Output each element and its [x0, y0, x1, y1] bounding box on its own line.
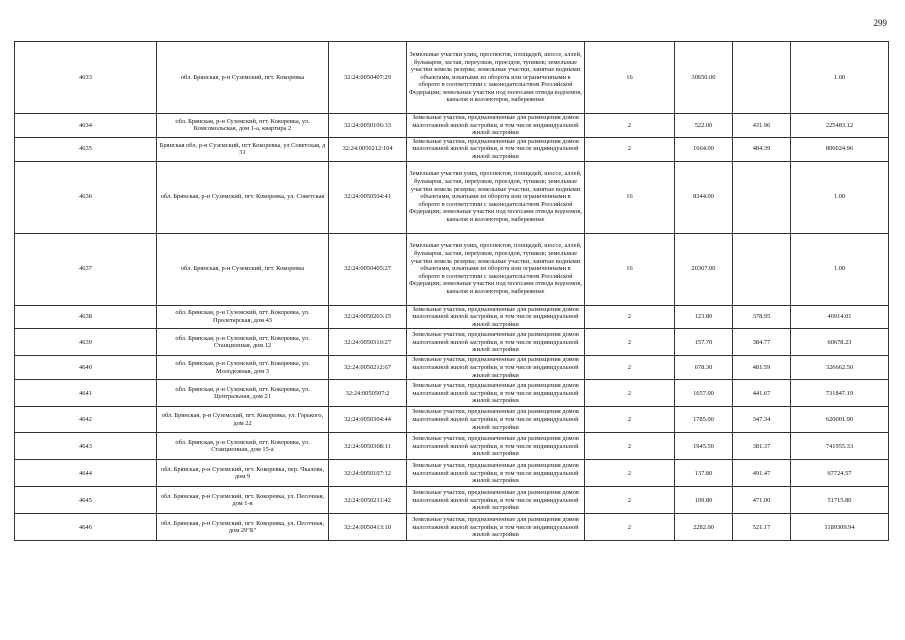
area-cell: 8344.00	[675, 161, 733, 233]
cadastral-number-cell: 32:24:0050413:10	[329, 514, 407, 541]
specific-value-cell: 484.39	[733, 137, 791, 161]
cadastral-number-cell: 32:24:0050310:27	[329, 329, 407, 356]
address-cell: обл. Брянская, р-н Суземский, пгт. Кокоревка	[157, 42, 329, 114]
area-cell: 1664.00	[675, 137, 733, 161]
address-cell: обл. Брянская, р-н Суземский, пгт. Кокоревка, ул. Молодежная, дом 3	[157, 356, 329, 380]
group-cell: 2	[585, 433, 675, 460]
cadastral-value-cell: 1.00	[791, 42, 889, 114]
cadastral-number-cell: 32:24:0050304:44	[329, 407, 407, 433]
cadastral-number-cell: 32:24:0050212:104	[329, 137, 407, 161]
area-cell: 1785.00	[675, 407, 733, 433]
table-row	[15, 305, 889, 329]
address-cell: обл. Брянская, р-н Суземский, пгт. Кокоревка, пер. Чкалова, дом 9	[157, 460, 329, 487]
land-use-cell: Земельные участки, предназначенные для размещения домов малоэтажной жилой застройки, в том числе индивидуальной жилой застройки	[407, 514, 585, 541]
cadastral-number-cell: 32:24:0050507:2	[329, 380, 407, 407]
group-cell: 2	[585, 407, 675, 433]
cadastral-number-cell: 32:24:0050212:67	[329, 356, 407, 380]
area-cell: 678.30	[675, 356, 733, 380]
address-cell: обл. Брянская, р-н Суземский, пгт. Кокоревка, ул. Комсомольская, дом 1-а, квартира 2	[157, 114, 329, 138]
address-cell: обл. Брянская, р-н Суземский, пгт. Кокоревка, ул. Станционная, дом 12	[157, 329, 329, 356]
group-cell: 2	[585, 305, 675, 329]
area-cell: 1657.00	[675, 380, 733, 407]
cadastral-value-cell: 67724.57	[791, 460, 889, 487]
row-number: 4641	[15, 380, 157, 407]
specific-value-cell: 384.77	[733, 329, 791, 356]
table-row	[15, 137, 889, 161]
area-cell: 20367.00	[675, 233, 733, 305]
specific-value-cell	[733, 233, 791, 305]
address-cell: обл. Брянская, р-н Суземский, пгт. Кокоревка, ул. Центральная, дом 21	[157, 380, 329, 407]
cadastral-value-cell: 806024.96	[791, 137, 889, 161]
group-cell: 2	[585, 137, 675, 161]
land-use-cell: Земельные участки, предназначенные для размещения домов малоэтажной жилой застройки, в том числе индивидуальной жилой застройки	[407, 114, 585, 138]
page-number: 299	[873, 18, 887, 28]
area-cell: 1945.50	[675, 433, 733, 460]
table-row	[15, 42, 889, 114]
group-cell: 16	[585, 42, 675, 114]
cadastral-value-cell: 46914.01	[791, 305, 889, 329]
land-use-cell: Земельные участки, предназначенные для размещения домов малоэтажной жилой застройки, в том числе индивидуальной жилой застройки	[407, 305, 585, 329]
cadastral-value-cell: 60678.23	[791, 329, 889, 356]
land-use-cell: Земельные участки улиц, проспектов, площадей, шоссе, аллей, бульваров, застав, переулков, проездов, тупиков; земельные участки земель резерва; земельные участки, занятые водными объектами, изъятыми из оборота или ограниченными в обороте в соответствии с законодательством Российской Федерации; земельные участки под полосами отвода водоемов, каналов и коллекторов, набережные	[407, 42, 585, 114]
table-row	[15, 407, 889, 433]
specific-value-cell: 431.96	[733, 114, 791, 138]
cadastral-number-cell: 32:24:0050203:15	[329, 305, 407, 329]
address-cell: обл. Брянская, р-н Суземский, пгт. Кокоревка, ул. Песочная, дом 29"Б"	[157, 514, 329, 541]
area-cell: 30650.00	[675, 42, 733, 114]
land-use-cell: Земельные участки улиц, проспектов, площадей, шоссе, аллей, бульваров, застав, переулков, проездов, тупиков; земельные участки земель резерва; земельные участки, занятые водными объектами, изъятыми из оборота или ограниченными в обороте в соответствии с законодательством Российской Федерации; земельные участки под полосами отвода водоемов, каналов и коллекторов, набережные	[407, 161, 585, 233]
specific-value-cell: 521.17	[733, 514, 791, 541]
cadastral-number-cell: 32:24:0050407:29	[329, 42, 407, 114]
cadastral-number-cell: 32:24:0050504:41	[329, 161, 407, 233]
group-cell: 2	[585, 380, 675, 407]
table-row	[15, 460, 889, 487]
area-cell: 137.80	[675, 460, 733, 487]
land-use-cell: Земельные участки, предназначенные для размещения домов малоэтажной жилой застройки, в том числе индивидуальной жилой застройки	[407, 433, 585, 460]
area-cell: 123.80	[675, 305, 733, 329]
table-row	[15, 487, 889, 514]
specific-value-cell: 441.67	[733, 380, 791, 407]
row-number: 4642	[15, 407, 157, 433]
cadastral-value-cell: 326662.50	[791, 356, 889, 380]
row-number: 4643	[15, 433, 157, 460]
land-use-cell: Земельные участки, предназначенные для размещения домов малоэтажной жилой застройки, в том числе индивидуальной жилой застройки	[407, 380, 585, 407]
specific-value-cell: 381.37	[733, 433, 791, 460]
row-number: 4639	[15, 329, 157, 356]
land-use-cell: Земельные участки, предназначенные для размещения домов малоэтажной жилой застройки, в том числе индивидуальной жилой застройки	[407, 329, 585, 356]
table-row	[15, 380, 889, 407]
cadastral-value-cell: 1.00	[791, 161, 889, 233]
row-number: 4637	[15, 233, 157, 305]
table-row	[15, 433, 889, 460]
row-number: 4646	[15, 514, 157, 541]
specific-value-cell: 471.00	[733, 487, 791, 514]
row-number: 4633	[15, 42, 157, 114]
land-use-cell: Земельные участки улиц, проспектов, площадей, шоссе, аллей, бульваров, застав, переулков, проездов, тупиков; земельные участки земель резерва; земельные участки, занятые водными объектами, изъятыми из оборота или ограниченными в обороте в соответствии с законодательством Российской Федерации; земельные участки под полосами отвода водоемов, каналов и коллекторов, набережные	[407, 233, 585, 305]
area-cell: 109.80	[675, 487, 733, 514]
table-row	[15, 356, 889, 380]
address-cell: обл. Брянская, р-н Суземский, пгт. Кокоревка, ул. Пролетарская, дом 43	[157, 305, 329, 329]
group-cell: 2	[585, 487, 675, 514]
cadastral-number-cell: 32:24:0050308:11	[329, 433, 407, 460]
group-cell: 2	[585, 356, 675, 380]
cadastral-value-cell: 51715.80	[791, 487, 889, 514]
area-cell: 2282.00	[675, 514, 733, 541]
address-cell: обл. Брянская, р-н Суземский, пгт. Кокоревка, ул. Станционная, дом 15-а	[157, 433, 329, 460]
cadastral-number-cell: 32:24:0050211:42	[329, 487, 407, 514]
group-cell: 2	[585, 460, 675, 487]
land-use-cell: Земельные участки, предназначенные для размещения домов малоэтажной жилой застройки, в том числе индивидуальной жилой застройки	[407, 407, 585, 433]
row-number: 4636	[15, 161, 157, 233]
land-use-cell: Земельные участки, предназначенные для размещения домов малоэтажной жилой застройки, в том числе индивидуальной жилой застройки	[407, 356, 585, 380]
specific-value-cell: 481.59	[733, 356, 791, 380]
row-number: 4640	[15, 356, 157, 380]
cadastral-number-cell: 32:24:0050107:12	[329, 460, 407, 487]
cadastral-value-cell: 225483.12	[791, 114, 889, 138]
land-use-cell: Земельные участки, предназначенные для размещения домов малоэтажной жилой застройки, в том числе индивидуальной жилой застройки	[407, 137, 585, 161]
specific-value-cell: 378.95	[733, 305, 791, 329]
group-cell: 2	[585, 329, 675, 356]
specific-value-cell: 491.47	[733, 460, 791, 487]
cadastral-value-cell: 741955.33	[791, 433, 889, 460]
land-use-cell: Земельные участки, предназначенные для размещения домов малоэтажной жилой застройки, в том числе индивидуальной жилой застройки	[407, 460, 585, 487]
cadastral-value-cell: 1.00	[791, 233, 889, 305]
row-number: 4645	[15, 487, 157, 514]
row-number: 4634	[15, 114, 157, 138]
address-cell: обл. Брянская, р-н Суземский, пгт. Кокоревка, ул. Песочная, дом 1-в	[157, 487, 329, 514]
area-cell: 522.00	[675, 114, 733, 138]
address-cell: Брянская обл, р-н Суземский, пгт Кокоревка, ул Советская, д 31	[157, 137, 329, 161]
group-cell: 2	[585, 114, 675, 138]
address-cell: обл. Брянская, р-н Суземский, пгт. Кокоревка	[157, 233, 329, 305]
address-cell: обл. Брянская, р-н Суземский, пгт. Кокоревка, ул. Советская	[157, 161, 329, 233]
row-number: 4635	[15, 137, 157, 161]
area-cell: 157.70	[675, 329, 733, 356]
row-number: 4638	[15, 305, 157, 329]
group-cell: 16	[585, 161, 675, 233]
specific-value-cell	[733, 161, 791, 233]
group-cell: 2	[585, 514, 675, 541]
cadastral-number-cell: 32:24:0050405:27	[329, 233, 407, 305]
cadastral-value-cell: 1189309.94	[791, 514, 889, 541]
address-cell: обл. Брянская, р-н Суземский, пгт. Кокоревка, ул. Горького, дом 22	[157, 407, 329, 433]
specific-value-cell	[733, 42, 791, 114]
cadastral-number-cell: 32:24:0050106:33	[329, 114, 407, 138]
cadastral-registry-table	[14, 41, 889, 541]
cadastral-value-cell: 731847.19	[791, 380, 889, 407]
specific-value-cell: 347.34	[733, 407, 791, 433]
group-cell: 16	[585, 233, 675, 305]
land-use-cell: Земельные участки, предназначенные для размещения домов малоэтажной жилой застройки, в том числе индивидуальной жилой застройки	[407, 487, 585, 514]
table-row	[15, 514, 889, 541]
cadastral-value-cell: 620001.90	[791, 407, 889, 433]
table-row	[15, 161, 889, 233]
table-row	[15, 233, 889, 305]
table-row	[15, 329, 889, 356]
table-row	[15, 114, 889, 138]
row-number: 4644	[15, 460, 157, 487]
